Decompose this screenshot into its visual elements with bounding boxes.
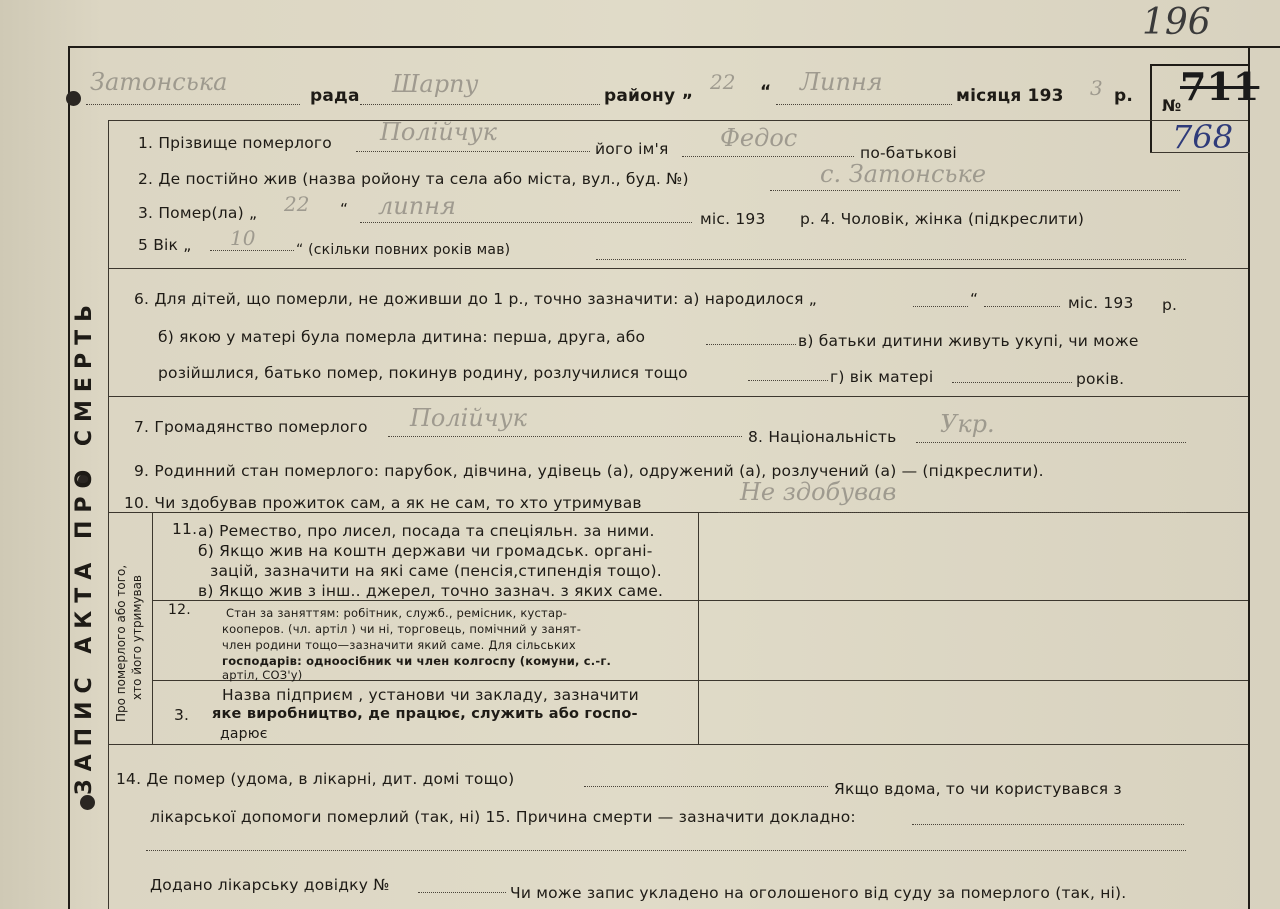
field-12-line-1: Стан за заняттям: робітник, служб., ремісник, кустар- bbox=[226, 606, 568, 620]
field-6-quote: “ bbox=[970, 290, 979, 308]
field-9-label: 9. Родинний стан померлого: парубок, дівчина, удівець (а), одружений (а), розлучений (а) — (підкреслити). bbox=[134, 462, 1044, 480]
dotted-line bbox=[418, 892, 506, 893]
number-label: № bbox=[1162, 96, 1182, 115]
dotted-line bbox=[770, 190, 1180, 191]
field-1-name-label: його ім'я bbox=[595, 140, 669, 158]
field-11-a: а) Ремество, про лисел, посада та спеціяльн. за ними. bbox=[198, 522, 655, 540]
field-3-4-label: р. 4. Чоловік, жінка (підкреслити) bbox=[800, 210, 1085, 228]
section-divider bbox=[108, 396, 1248, 397]
field-6-year: р. bbox=[1162, 296, 1178, 314]
dotted-line bbox=[748, 380, 828, 381]
field-6-line-3b: г) вік матері bbox=[830, 368, 934, 386]
field-13-line-2: яке виробництво, де працює, служить або госпо- bbox=[212, 706, 638, 722]
record-number-ink: 768 bbox=[1172, 118, 1234, 156]
field-13-line-1: Назва підприєм , установи чи закладу, зазначити bbox=[222, 686, 639, 704]
table-col-line bbox=[152, 512, 153, 744]
field-5-desc: “ (скільки повних років мав) bbox=[296, 242, 511, 258]
dotted-line bbox=[952, 382, 1072, 383]
hw-village: Затонська bbox=[90, 68, 228, 96]
hw-age: 10 bbox=[230, 226, 256, 250]
field-5-label: 5 Вік „ bbox=[138, 236, 192, 254]
frame-inner-left bbox=[108, 120, 109, 909]
field-10-label: 10. Чи здобував прожиток сам, а як не сам, то хто утримував bbox=[124, 494, 642, 512]
frame-right bbox=[1248, 46, 1250, 909]
dotted-line bbox=[916, 442, 1186, 443]
field-12-line-3: член родини тощо—зазначити який саме. Для сільських bbox=[222, 638, 576, 652]
field-7-label: 7. Громадянство померлого bbox=[134, 418, 368, 436]
field-13-line-3: дарює bbox=[220, 726, 268, 742]
field-1-surname-label: 1. Прізвище померлого bbox=[138, 134, 332, 152]
hw-surname: Полійчук bbox=[380, 118, 497, 146]
field-3-label: 3. Помер(ла) „ bbox=[138, 204, 258, 222]
hw-month: Липня bbox=[800, 68, 883, 96]
frame-left bbox=[68, 46, 70, 909]
hw-nationality: Укр. bbox=[940, 410, 995, 438]
dotted-line bbox=[984, 306, 1060, 307]
field-6-line-1: 6. Для дітей, що померли, не доживши до 1 р., точно зазначити: а) народилося „ bbox=[134, 290, 818, 308]
field-12-line-4: господарів: одноосібник чи член колгоспу (комуни, с.-г. bbox=[222, 654, 612, 668]
field-11-b2: зацій, зазначити на які саме (пенсія,стипендія тощо). bbox=[210, 562, 662, 580]
table-col-line bbox=[698, 512, 699, 744]
section-divider bbox=[108, 744, 1248, 745]
field-6-line-3a: розійшлися, батько помер, покинув родину, розлучилися тощо bbox=[158, 364, 688, 382]
field-11-b1: б) Якщо жив на коштн держави чи громадськ. органі- bbox=[198, 542, 653, 560]
table-row-line bbox=[152, 680, 1248, 681]
dotted-line bbox=[913, 306, 968, 307]
hw-death-month: липня bbox=[378, 192, 456, 220]
field-2-label: 2. Де постійно жив (назва ройону та села або міста, вул., буд. №) bbox=[138, 170, 689, 188]
field-6-line-2b: в) батьки дитини живуть укупі, чи може bbox=[798, 332, 1139, 350]
dotted-line bbox=[682, 156, 854, 157]
month-label: місяця 193 bbox=[956, 86, 1064, 106]
field-3-month-label: міс. 193 bbox=[700, 210, 766, 228]
quote-close: “ bbox=[760, 82, 772, 102]
dotted-line bbox=[86, 104, 300, 105]
field-6-line-2a: б) якою у матері була померла дитина: перша, друга, або bbox=[158, 328, 646, 346]
court-record-label: Чи може запис укладено на оголошеного від суду за померлого (так, ні). bbox=[510, 884, 1127, 902]
number-box-left bbox=[1150, 64, 1152, 152]
field-12-line-5: артіл, СОЗ'у) bbox=[222, 668, 303, 682]
frame-top bbox=[68, 46, 1280, 48]
punch-hole bbox=[80, 795, 95, 810]
header-divider bbox=[108, 120, 1248, 121]
hw-number: 711 bbox=[1180, 64, 1260, 109]
hw-citizenship: Полійчук bbox=[410, 404, 527, 432]
field-15-label: лікарської допомоги померлий (так, ні) 15. Причина смерти — зазначити докладно: bbox=[150, 808, 856, 826]
side-small-1: Про померлого або того, bbox=[114, 564, 128, 722]
hw-raion: Шарпу bbox=[392, 70, 479, 98]
dotted-line bbox=[146, 850, 1186, 851]
dotted-line bbox=[360, 104, 600, 105]
hw-day: 22 bbox=[710, 70, 736, 94]
hw-year-digit: 3 bbox=[1090, 76, 1103, 100]
dotted-line bbox=[596, 259, 1186, 260]
field-6-line-3c: років. bbox=[1076, 370, 1125, 388]
field-8-label: 8. Національність bbox=[748, 428, 897, 446]
section-divider bbox=[108, 268, 1248, 269]
hw-death-day: 22 bbox=[284, 192, 310, 216]
dotted-line bbox=[584, 786, 828, 787]
dotted-line bbox=[718, 512, 1186, 513]
dotted-line bbox=[388, 436, 742, 437]
hw-livelihood: Не здобував bbox=[740, 478, 897, 506]
doctor-note-label: Додано лікарську довідку № bbox=[150, 876, 390, 894]
field-3-quote: “ bbox=[340, 200, 349, 218]
rada-label: рада bbox=[310, 86, 360, 106]
table-row-line bbox=[152, 600, 1248, 601]
field-12-num: 12. bbox=[168, 602, 191, 618]
field-11-c: в) Якщо жив з інш.. джерел, точно зазнач. з яких саме. bbox=[198, 582, 664, 600]
field-11-num: 11. bbox=[172, 520, 198, 538]
dotted-line bbox=[706, 344, 796, 345]
field-13-num: 3. bbox=[174, 706, 190, 724]
field-14-label: 14. Де помер (удома, в лікарні, дит. домі тощо) bbox=[116, 770, 515, 788]
dotted-line bbox=[776, 104, 952, 105]
side-title: ЗАПИС АКТА ПРО СМЕРТЬ bbox=[72, 297, 97, 795]
field-1-patronymic-label: по-батькові bbox=[860, 144, 957, 162]
dotted-line bbox=[912, 824, 1184, 825]
dotted-line bbox=[360, 222, 692, 223]
dotted-line bbox=[210, 250, 294, 251]
dotted-line bbox=[356, 151, 590, 152]
raion-label: району bbox=[604, 86, 676, 106]
side-small-2: хто його утримував bbox=[130, 574, 144, 700]
hw-residence: с. Затонське bbox=[820, 160, 987, 188]
year-suffix: р. bbox=[1114, 86, 1134, 106]
quote-open: „ bbox=[682, 82, 694, 102]
hw-name: Федос bbox=[720, 124, 798, 152]
archive-number: 196 bbox=[1142, 2, 1211, 43]
field-12-line-2: кооперов. (чл. артіл ) чи ні, торговець, помічний у занят- bbox=[222, 622, 582, 636]
field-6-month: міс. 193 bbox=[1068, 294, 1134, 312]
field-14-home-label: Якщо вдома, то чи користувався з bbox=[834, 780, 1122, 798]
punch-hole bbox=[66, 91, 81, 106]
